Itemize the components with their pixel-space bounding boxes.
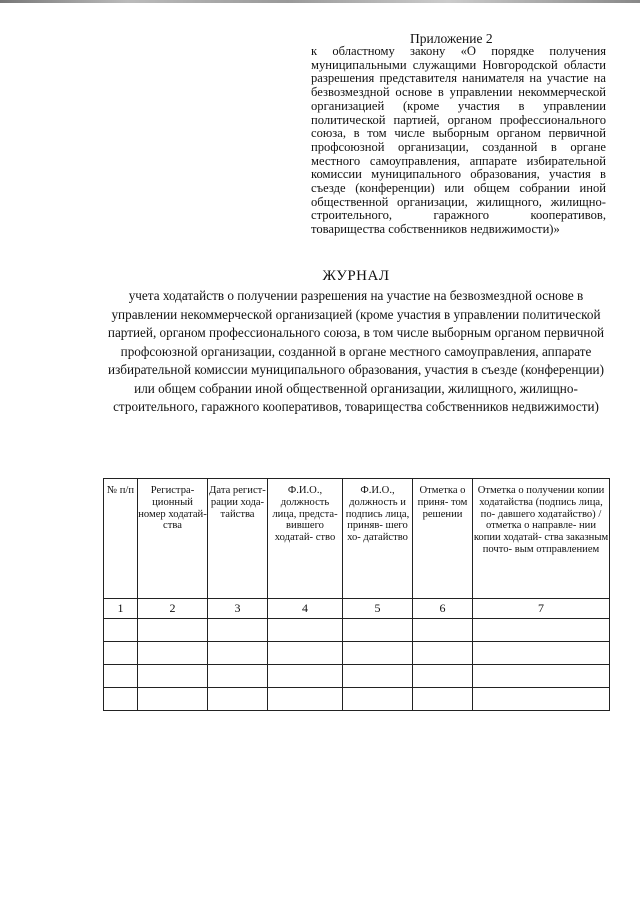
- empty-cell: [268, 688, 343, 711]
- empty-cell: [104, 642, 138, 665]
- journal-title: ЖУРНАЛ: [322, 268, 390, 284]
- empty-cell: [104, 665, 138, 688]
- empty-cell: [343, 619, 413, 642]
- empty-cell: [413, 619, 473, 642]
- header-cell-registration-date: Дата регист- рации хода- тайства: [208, 479, 268, 599]
- empty-cell: [268, 665, 343, 688]
- table-header-row: [104, 479, 610, 599]
- header-cell-decision: Отметка о приня- том решении: [413, 479, 473, 599]
- column-number: 3: [208, 599, 268, 619]
- header-cell-registration-number: Регистра- ционный номер ходатай- ства: [138, 479, 208, 599]
- empty-cell: [104, 619, 138, 642]
- empty-cell: [343, 688, 413, 711]
- table-row: [104, 642, 610, 665]
- empty-cell: [473, 642, 610, 665]
- journal-subtitle: учета ходатайств о получении разрешения на участие на безвозмездной основе в управлении некоммерческой организацией (кроме участия в управлении политической партией, органом профессионального союза, в том числе выборным органом первичной профсоюзной организации, созданной в органе местного самоуправления, аппарате избирательной комиссии муниципального образования, участия в съезде (конференции) или общем собрании иной общественной организации, жилищного, жилищно-строительного, гаражного кооперативов, товарищества собственников недвижимости): [107, 288, 605, 414]
- column-number: 1: [104, 599, 138, 619]
- column-number: 6: [413, 599, 473, 619]
- header-cell-number: № п/п: [104, 479, 138, 599]
- table-row: [104, 665, 610, 688]
- empty-cell: [208, 619, 268, 642]
- empty-cell: [473, 688, 610, 711]
- empty-cell: [413, 642, 473, 665]
- table-row: [104, 619, 610, 642]
- empty-cell: [138, 688, 208, 711]
- empty-cell: [208, 642, 268, 665]
- empty-cell: [413, 665, 473, 688]
- empty-cell: [104, 688, 138, 711]
- empty-cell: [138, 665, 208, 688]
- appendix-title: Приложение 2: [410, 31, 493, 46]
- column-number: 2: [138, 599, 208, 619]
- header-cell-submitter: Ф.И.О., должность лица, предста- вившего ходатай- ство: [268, 479, 343, 599]
- empty-cell: [268, 619, 343, 642]
- journal-table: [103, 478, 610, 711]
- empty-cell: [473, 665, 610, 688]
- empty-cell: [343, 642, 413, 665]
- column-number: 7: [473, 599, 610, 619]
- column-number-row: [104, 599, 610, 619]
- header-cell-receiver: Ф.И.О., должность и подпись лица, приняв- шего хо- датайство: [343, 479, 413, 599]
- scan-edge: [0, 0, 640, 3]
- empty-cell: [343, 665, 413, 688]
- appendix-text: к областному закону «О порядке получения муниципальными служащими Новгородской области разрешения представителя нанимателя на участие на безвозмездной основе в управлении некоммерческой организацией (кроме участия в управлении политической партией, органом профессионального союза, в том числе выборным органом первичной профсоюзной организации, созданной в органе местного самоуправления, аппарате избирательной комиссии муниципального образования, участия в съезде (конференции) или общем собрании иной общественной организации, жилищного, жилищно-строительного, гаражного кооперативов, товарищества собственников недвижимости)»: [311, 44, 606, 237]
- empty-cell: [268, 642, 343, 665]
- empty-cell: [208, 665, 268, 688]
- empty-cell: [413, 688, 473, 711]
- column-number: 5: [343, 599, 413, 619]
- header-cell-copy-receipt: Отметка о получении копии ходатайства (подпись лица, по- давшего ходатайство) /отметка о направле- нии копии ходатай- ства заказным почто- вым отправлением: [473, 479, 610, 599]
- empty-cell: [473, 619, 610, 642]
- column-number: 4: [268, 599, 343, 619]
- empty-cell: [138, 619, 208, 642]
- empty-cell: [138, 642, 208, 665]
- table-row: [104, 688, 610, 711]
- empty-cell: [208, 688, 268, 711]
